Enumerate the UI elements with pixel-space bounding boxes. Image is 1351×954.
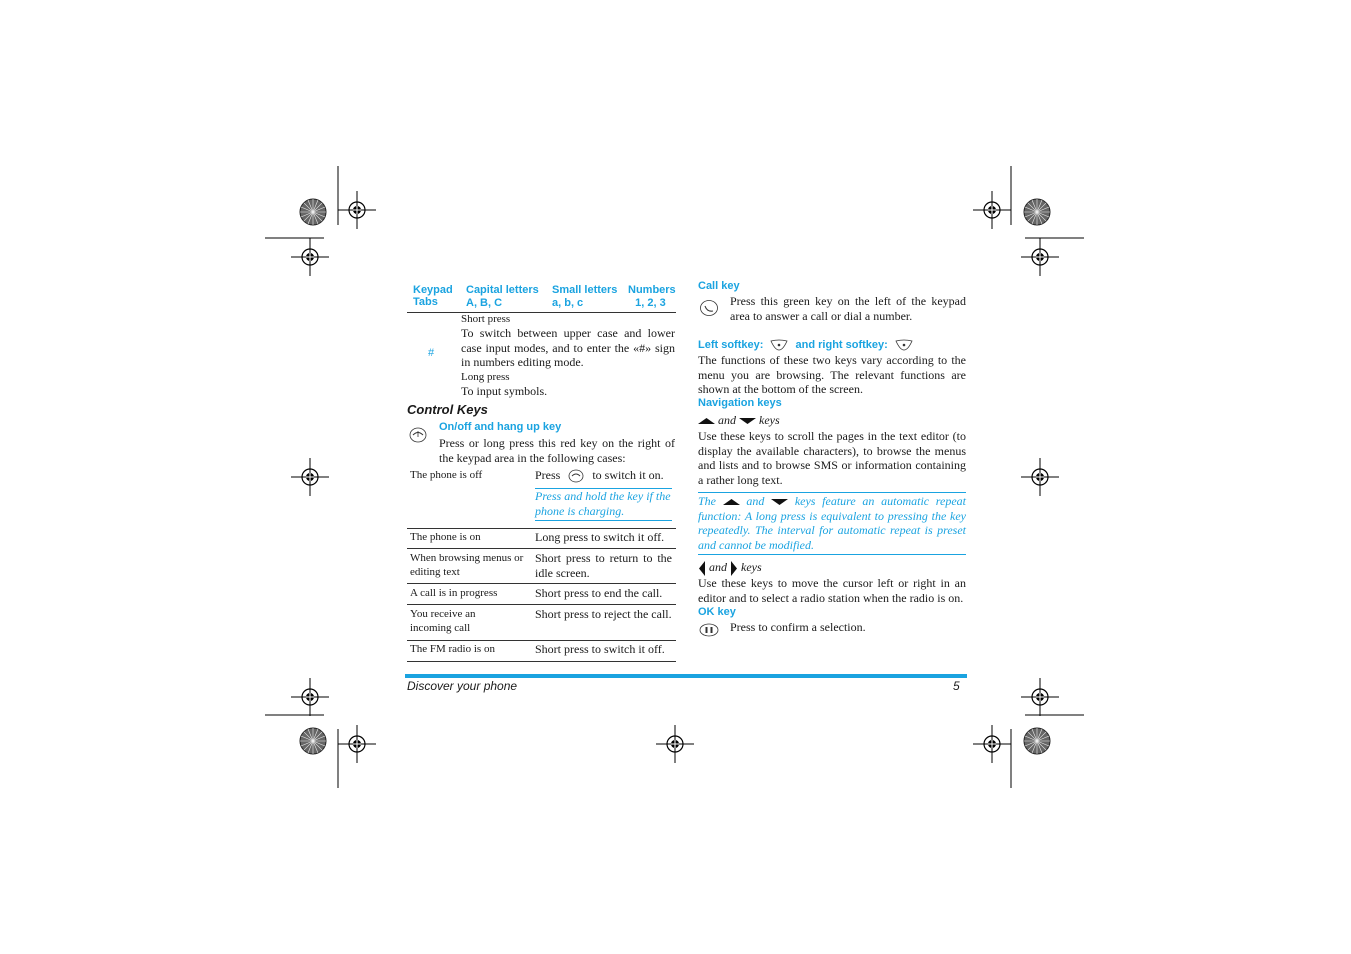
table-header-numbers: Numbers 1, 2, 3 (628, 284, 676, 309)
row-label-1: The phone is on (410, 531, 481, 543)
table-header-keypad: Keypad Tabs (413, 284, 453, 308)
short-press-text: To switch between upper case and lower case input modes, and to enter the «#» sign in numbers editing mode. (461, 326, 675, 369)
footer-rule (405, 674, 967, 678)
row-label-4: You receive an incoming call (410, 608, 476, 634)
onoff-heading: On/off and hang up key (439, 421, 562, 433)
arrow-left-icon (698, 561, 706, 576)
row-label-2: When browsing menus or editing text (410, 552, 524, 578)
call-text: Press this green key on the left of the keypad area to answer a call or dial a number. (730, 294, 966, 323)
row-label-3: A call is in progress (410, 587, 498, 599)
footer-title: Discover your phone (407, 679, 518, 693)
hangup-key-icon (567, 468, 585, 484)
section-title: Control Keys (407, 402, 488, 417)
row-value-2: Short press to return to the idle screen. (535, 551, 672, 580)
arrow-up-icon (723, 498, 740, 506)
short-press-label: Short press (461, 313, 511, 325)
charging-note: Press and hold the key if the phone is charging. (535, 489, 671, 518)
row-label-5: The FM radio is on (410, 643, 495, 655)
table-header-capital: Capital letters A, B, C (466, 284, 539, 309)
softkey-icon (770, 339, 788, 351)
ok-key-icon (699, 623, 719, 637)
leftright-text: Use these keys to move the cursor left or right in an editor and to select a radio station when the radio is on. (698, 576, 966, 605)
long-press-label: Long press (461, 371, 510, 383)
row-label-0: The phone is off (410, 469, 483, 481)
long-press-text: To input symbols. (461, 384, 548, 398)
arrow-right-icon (730, 561, 738, 576)
row-value-3: Short press to end the call. (535, 586, 663, 600)
ok-heading: OK key (698, 606, 736, 618)
hangup-key-icon (408, 425, 428, 445)
leftright-label: and keys (698, 560, 762, 576)
key-hash: # (428, 347, 435, 359)
arrow-up-icon (698, 417, 715, 425)
updown-text: Use these keys to scroll the pages in the text editor (to display the available characters), to browse the menus and lists and to browse SMS or information containing a rather long text. (698, 429, 966, 487)
row-value-1: Long press to switch it off. (535, 530, 665, 544)
row-value-5: Short press to switch it off. (535, 642, 665, 656)
table-header-small: Small letters a, b, c (552, 284, 618, 309)
auto-repeat-note: The and keys feature an automatic repeat function: A long press is equivalent to pressing the key repeatedly. The interval for automatic repeat is preset and cannot be modified. (698, 494, 967, 552)
updown-label: and keys (698, 413, 780, 428)
call-key-icon (699, 299, 719, 317)
arrow-down-icon (739, 417, 756, 425)
softkey-heading: Left softkey: and right softkey: (698, 339, 913, 351)
ok-text: Press to confirm a selection. (730, 620, 866, 634)
page-number: 5 (953, 679, 960, 693)
softkey-icon (895, 339, 913, 351)
row-value-0: Press to switch it on. (535, 468, 664, 484)
softkey-text: The functions of these two keys vary according to the menu you are browsing. The relevant functions are shown at the bottom of the screen. (698, 353, 966, 396)
arrow-down-icon (771, 498, 788, 506)
onoff-text: Press or long press this red key on the right of the keypad area in the following cases: (439, 436, 675, 465)
nav-heading: Navigation keys (698, 397, 782, 409)
call-heading: Call key (698, 280, 740, 292)
row-value-4: Short press to reject the call. (535, 607, 672, 621)
